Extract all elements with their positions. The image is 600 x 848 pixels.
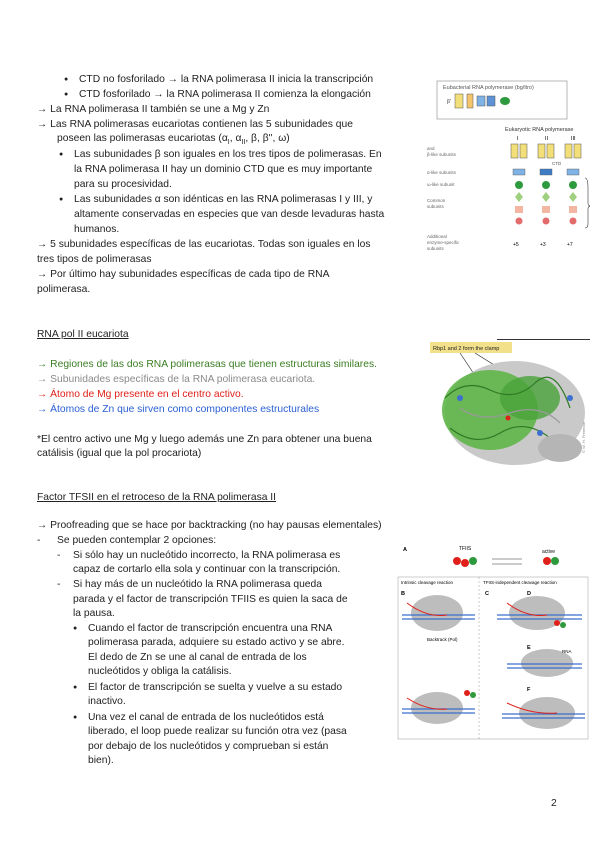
- fig1-row2-label: α-like subunits: [427, 170, 456, 175]
- panel-e-label: E: [527, 645, 531, 651]
- page-number: 2: [551, 798, 557, 809]
- bullet-alpha: ● Las subunidades α son idénticas en las RNA polimerasas I y III, y: [74, 193, 372, 207]
- text-tf-activo-cont2: El dedo de Zn se une al canal de entrada de los: [88, 652, 307, 663]
- panel-f-label: F: [527, 687, 531, 693]
- bullet-ctd-fosforilado: ● CTD fosforilado → la RNA polimerasa II comienza la elongación: [79, 88, 371, 102]
- structure-label: Rbp1 and 2 form the clamp: [433, 346, 500, 352]
- fig1-row4-label2: subunits: [427, 204, 444, 209]
- fig1-col-1: I: [517, 136, 519, 142]
- text-opcion-1-cont: capaz de cortarlo ella sola y continuar con la transcripción.: [73, 564, 341, 575]
- fig1-row1-label: and: [427, 146, 435, 151]
- fig1-count-2: +3: [540, 242, 546, 248]
- text-especificas-cont: polimerasa.: [37, 284, 91, 295]
- panel-b-label: B: [401, 591, 405, 597]
- active-label: active: [542, 549, 556, 555]
- text-dos-opciones: - Se pueden contemplar 2 opciones:: [37, 535, 217, 546]
- text-proofreading: → Proofreading que se hace por backtracking (no hay pausas elementales): [37, 520, 382, 531]
- bullet-tf-activo: ● Cuando el factor de transcripción encuentra una RNA: [88, 622, 332, 636]
- text-tf-activo-cont1: polimerasa parada, adquiere su estado activo y se abre.: [88, 637, 345, 648]
- text-opcion-2-cont: parada y el factor de transcripción TFIIS es quien la saca de: [73, 594, 348, 605]
- legend-gray: → Subunidades específicas de la RNA polimerasa eucariota.: [37, 374, 316, 385]
- text-subunidades-cont: poseen las polimerasas eucariotas ($\alpha_I$, $\alpha_{II}$, β, β'', ω): [57, 133, 290, 147]
- tfiis-label: TFIIS: [459, 546, 472, 552]
- structure-credit: © W. H. Freeman: [581, 422, 586, 453]
- text-beta-cont2: para su procesividad.: [74, 179, 172, 190]
- fig1-title: Eubacterial RNA polymerase (bg/ltro): [443, 85, 534, 91]
- panel-d-label: D: [527, 591, 531, 597]
- text-alpha-cont2: humanos.: [74, 224, 120, 235]
- fig1-row4-label: Common: [427, 198, 446, 203]
- fig1-count-1: +5: [513, 242, 519, 248]
- text-beta-cont1: la RNA polimerasa II hay un dominio CTD que es muy importante: [74, 164, 373, 175]
- bullet-ctd-no-fosforilado: ● CTD no fosforilado → la RNA polimerasa II inicia la transcripción: [79, 73, 373, 87]
- panel-a-label: A: [403, 547, 407, 553]
- legend-blue: → Átomos de Zn que sirven como componentes estructurales: [37, 404, 320, 415]
- text-tf-activo-cont3: nucleótidos y obliga la catálisis.: [88, 666, 232, 677]
- tfiis-backtracking-figure: [397, 543, 589, 741]
- text-5-subunidades-cont: tres tipos de polimerasas: [37, 254, 152, 265]
- fig1-row1-label2: β-like subunits: [427, 152, 456, 157]
- fig1-ctd: CTD: [552, 161, 562, 166]
- text-opcion-2: - Si hay más de un nucleótido la RNA polimerasa queda: [57, 579, 322, 590]
- text-canal-cont2: por debajo de los nucleótidos y comprueban si están: [88, 741, 329, 752]
- pol-ii-structure-figure: [420, 338, 590, 478]
- text-tf-suelta-cont: inactivo.: [88, 696, 126, 707]
- fig1-row5-label3: subunits: [427, 246, 444, 251]
- text-opcion-1: - Si sólo hay un nucleótido incorrecto, la RNA polimerasa es: [57, 550, 341, 561]
- right-title: TFIIS-independent cleavage reaction: [483, 580, 557, 585]
- fig1-header: Eukaryotic RNA polymerase: [505, 127, 574, 133]
- text-5-subunidades: → 5 subunidades específicas de las eucariotas. Todas son iguales en los: [37, 239, 371, 250]
- text-opcion-2-cont2: la pausa.: [73, 608, 115, 619]
- fig1-col-3: III: [571, 136, 576, 142]
- fig1-beta-prime: β': [447, 99, 451, 105]
- fig1-count-3: +7: [567, 242, 573, 248]
- bullet-beta: ● Las subunidades β son iguales en los tres tipos de polimerasas. En: [74, 148, 382, 162]
- note-centro-activo-cont: catálisis (igual que la pol procariota): [37, 448, 202, 459]
- note-centro-activo: *El centro activo une Mg y luego además une Zn para obtener una buena: [37, 434, 372, 445]
- legend-green: → Regiones de las dos RNA polimerasas que tienen estructuras similares.: [37, 359, 377, 370]
- heading-rna-pol-ii: RNA pol II eucariota: [37, 329, 129, 340]
- text-alpha-cont1: altamente conservadas en especies que van desde levaduras hasta: [74, 209, 385, 220]
- panel-c-label: C: [485, 591, 489, 597]
- legend-red: → Átomo de Mg presente en el centro activo.: [37, 389, 244, 400]
- fig1-col-2: II: [545, 136, 549, 142]
- text-canal-cont3: bien).: [88, 755, 114, 766]
- text-canal-cont1: liberado, el loop puede realizar su función otra vez (pasa: [88, 726, 347, 737]
- text-subunidades: → Las RNA polimerasas eucariotas contienen las 5 subunidades que: [37, 119, 353, 130]
- fig1-row5-label2: enzyme-specific: [427, 240, 460, 245]
- heading-tfsii: Factor TFSII en el retroceso de la RNA polimerasa II: [37, 492, 277, 503]
- left-title: Intrinsic cleavage reaction: [401, 580, 454, 585]
- bullet-tf-suelta: ● El factor de transcripción se suelta y vuelve a su estado: [88, 681, 342, 695]
- subunit-comparison-figure: [425, 78, 590, 260]
- fig1-row5-label: Additional: [427, 234, 447, 239]
- fig1-row3-label: ω-like subunit: [427, 182, 455, 187]
- text-especificas: → Por último hay subunidades específicas de cada tipo de RNA: [37, 269, 330, 280]
- rna-label: RNA: [562, 649, 572, 654]
- backtrack-label: Backtrack (Pol): [427, 637, 458, 642]
- bullet-canal-liberado: ● Una vez el canal de entrada de los nucleótidos está: [88, 711, 324, 725]
- text-mg-zn: → La RNA polimerasa II también se une a Mg y Zn: [37, 104, 270, 115]
